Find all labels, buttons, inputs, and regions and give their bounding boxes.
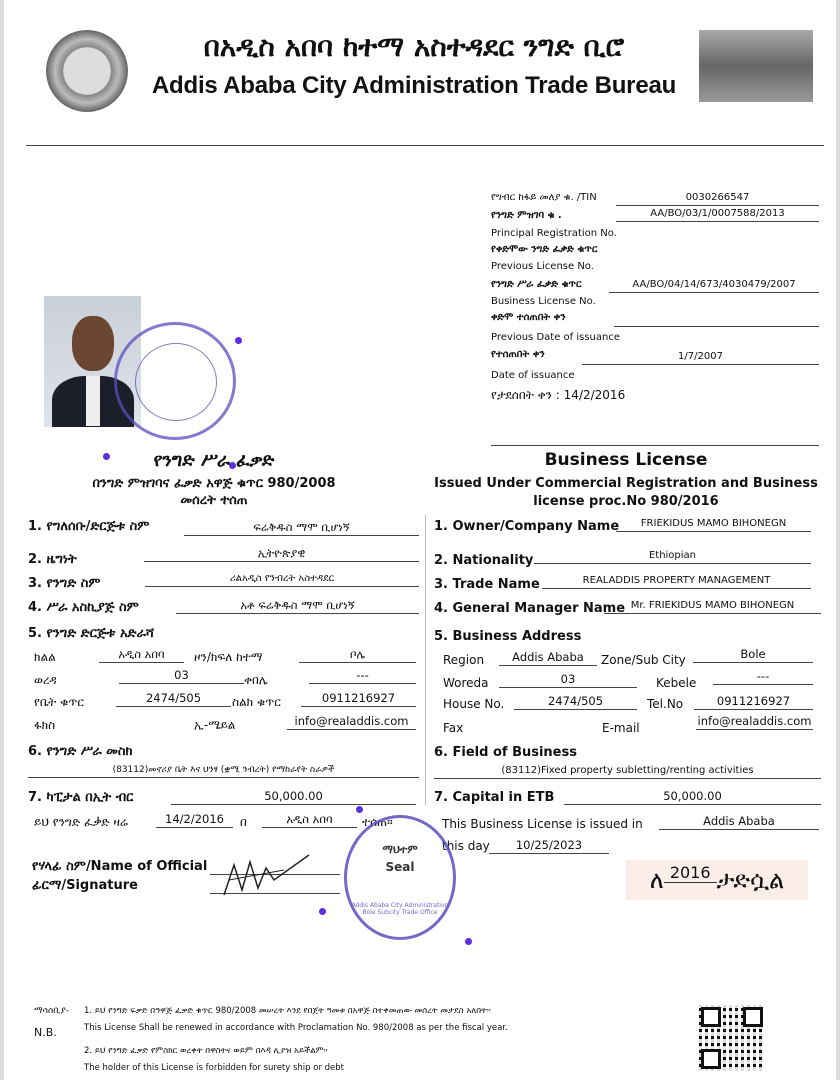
right-nationality-label: 2. Nationality	[434, 553, 534, 568]
right-kebele-label: Kebele	[656, 676, 697, 690]
prev-license-label-am: የቀድሞው ንግድ ፈቃድ ቁጥር	[491, 244, 598, 255]
right-capital-label: 7. Capital in ETB	[434, 790, 555, 805]
left-email-value: info@realaddis.com	[287, 714, 416, 730]
right-trade-name-value: REALADDIS PROPERTY MANAGEMENT	[542, 575, 811, 589]
left-kebele-value: ---	[309, 668, 416, 684]
renewal-prefix: ለ	[649, 866, 664, 894]
left-subtitle-1: በንግድ ምዝገባና ፈቃድ አዋጅ ቁጥር 980/2008	[92, 476, 336, 491]
issue-date-value: 1/7/2007	[582, 351, 819, 365]
right-zone-value: Bole	[693, 647, 813, 663]
note-1-amharic: 1. ይህ የንግድ ፍቃድ በዓዋጅ ፈቃድ ቁጥር 980/2008 መሠረት እንደ የበጀት ዓመቱ በአዋጅ በተቀመጠው መሰረት መታደስ አለበት።	[84, 1006, 491, 1016]
right-issued-day-label: this day	[442, 839, 490, 853]
notes-label-en: N.B.	[34, 1026, 57, 1039]
city-emblem-logo	[46, 30, 128, 112]
left-trade-name-value: ሪልአዲስ የንብረት አስተዳደር	[145, 573, 419, 587]
left-owner-value: ፍሬቅዱስ ማሞ ቢሆነኝ	[184, 520, 419, 536]
bureau-emblem-image	[699, 30, 813, 102]
right-region-value: Addis Ababa	[499, 650, 597, 666]
right-issued-place: Addis Ababa	[659, 814, 819, 830]
tin-label: የግብር ከፋይ መለያ ቁ. /TIN	[491, 192, 597, 203]
left-issued-suffix: ተሰጠ።	[362, 815, 393, 829]
left-owner-label: 1. የግለሰቡ/ድርጅቱ ስም	[28, 519, 150, 534]
right-trade-name-label: 3. Trade Name	[434, 577, 540, 592]
left-issued-date: 14/2/2016	[156, 812, 233, 828]
license-no-value: AA/BO/04/14/673/4030479/2007	[609, 279, 819, 293]
left-manager-label: 4. ሥራ አስኪያጅ ስም	[28, 600, 139, 615]
left-trade-name-label: 3. የንግድ ስም	[28, 576, 101, 591]
right-woreda-value: 03	[499, 672, 637, 688]
left-zone-value: ቦሌ	[299, 647, 416, 663]
official-stamp-top	[114, 322, 236, 440]
left-issued-in: በ	[240, 815, 247, 829]
left-field-value: (83112)መኖሪያ ቤት እና ህንፃ (ቋሚ ንብረት) የማከራየት ስራዎች	[28, 764, 419, 778]
left-woreda-value: 03	[119, 668, 244, 684]
right-tel-label: Tel.No	[647, 697, 684, 711]
renewal-stamp	[626, 860, 808, 900]
left-nationality-value: ኢትዮጵያዊ	[144, 546, 419, 562]
left-woreda-label: ወረዳ	[34, 673, 57, 687]
qr-code	[699, 1005, 765, 1071]
left-subtitle-2: መሰረት ተሰጠ	[180, 493, 248, 508]
left-title: የንግድ ሥራ ፈቃድ	[153, 450, 275, 471]
left-address-label: 5. የንግድ ድርጅቱ አድራሻ	[28, 626, 155, 641]
issue-date-label-en: Date of issuance	[491, 370, 575, 381]
left-zone-label: ዞን/ክፍለ ከተማ	[194, 650, 263, 664]
right-email-value: info@realaddis.com	[697, 714, 812, 728]
seal-label-am: ማህተም	[382, 843, 418, 856]
column-divider	[425, 515, 426, 805]
right-field-value: (83112)Fixed property subletting/renting activities	[434, 765, 821, 779]
right-email-label: E-mail	[602, 721, 640, 735]
right-house-value: 2474/505	[514, 694, 637, 710]
right-title: Business License	[544, 450, 708, 470]
reg-no-value: AA/BO/03/1/0007588/2013	[616, 208, 819, 222]
left-nationality-label: 2. ዜግነት	[28, 552, 77, 567]
note-1-english: This License Shall be renewed in accordance with Proclamation No. 980/2008 as per the fiscal year.	[84, 1023, 508, 1033]
right-nationality-value: Ethiopian	[534, 550, 811, 564]
right-field-label: 6. Field of Business	[434, 745, 577, 760]
renewal-date-label: የታደሰበት ቀን :	[491, 388, 560, 402]
left-email-label: ኢ-ሜይል	[194, 718, 236, 732]
left-kebele-label: ቀበሌ	[244, 673, 268, 687]
official-signature	[214, 850, 314, 900]
prev-date-label-am: ቀድሞ ተሰጠበት ቀን	[491, 312, 566, 323]
right-manager-value: Mr. FRIEKIDUS MAMO BIHONEGN	[604, 600, 821, 614]
prev-date-label-en: Previous Date of issuance	[491, 332, 620, 343]
issue-date-label-am: የተሰጠበት ቀን	[491, 349, 545, 360]
renewal-suffix: ታድሷል	[716, 866, 785, 894]
prev-date-line	[614, 326, 819, 327]
renewal-year: 2016	[664, 863, 717, 883]
official-seal-stamp	[344, 815, 456, 940]
renewal-date	[491, 388, 625, 403]
left-issued-place: አዲስ አበባ	[262, 812, 357, 828]
stamp-dot	[356, 806, 363, 813]
seal-ring-text: Addis Ababa City Administration Bole Subcity Trade Office	[351, 902, 449, 916]
right-region-label: Region	[443, 653, 485, 667]
right-woreda-label: Woreda	[443, 676, 489, 690]
seal-label-en: Seal	[385, 860, 415, 874]
left-fax-label: ፋክስ	[34, 718, 56, 732]
right-fax-label: Fax	[443, 721, 464, 735]
right-tel-value: 0911216927	[694, 694, 813, 710]
renewal-date-value: 14/2/2016	[563, 388, 626, 402]
right-subtitle-2: license proc.No 980/2016	[533, 494, 719, 509]
signature-label: ፊርማ/Signature	[32, 878, 138, 893]
right-house-label: House No.	[443, 697, 505, 711]
left-region-value: አዲስ አበባ	[99, 647, 184, 663]
left-region-label: ክልል	[34, 650, 56, 664]
official-name-label: የሃላፊ ስም/Name of Official	[32, 859, 208, 874]
stamp-dot	[235, 337, 242, 344]
tin-value: 0030266547	[616, 192, 819, 206]
right-owner-label: 1. Owner/Company Name	[434, 519, 620, 534]
right-issued-day-value: 10/25/2023	[489, 838, 609, 854]
right-manager-label: 4. General Manager Name	[434, 601, 626, 616]
license-no-label-am: የንግድ ሥራ ፈቃድ ቁጥር	[491, 279, 582, 290]
left-issued-text: ይህ የንግድ ፈቃድ ዛሬ	[34, 815, 128, 829]
right-address-label: 5. Business Address	[434, 629, 582, 644]
right-kebele-value: ---	[713, 669, 813, 685]
license-no-label-en: Business License No.	[491, 296, 596, 307]
registry-divider	[491, 445, 819, 446]
left-capital-label: 7. ካፒታል በኢት ብር	[28, 790, 134, 805]
note-2-amharic: 2. ይህ የንግድ ፈቃድ የምስክር ወረቀት በዋስትና ወይም በእዳ ሊያዝ አይችልም።	[84, 1046, 328, 1056]
right-subtitle-1: Issued Under Commercial Registration and Business	[434, 476, 818, 491]
right-owner-value: FRIEKIDUS MAMO BIHONEGN	[616, 518, 811, 532]
left-house-label: የቤት ቁጥር	[34, 695, 84, 709]
reg-label-am: የንግድ ምዝገባ ቁ .	[491, 210, 562, 221]
left-field-label: 6. የንግድ ሥራ መስክ	[28, 744, 133, 759]
left-manager-value: አቶ ፍሬቅዱስ ማሞ ቢሆነኝ	[176, 598, 419, 614]
left-tel-value: 0911216927	[301, 691, 416, 707]
left-capital-value: 50,000.00	[171, 789, 416, 805]
notes-label-am: ማሳሰቢያ-	[34, 1006, 69, 1016]
header-title-english: Addis Ababa City Administration Trade Bureau	[151, 72, 677, 99]
left-house-value: 2474/505	[116, 691, 231, 707]
header-title-amharic: በአዲስ አበባ ከተማ አስተዳደር ንግድ ቢሮ	[203, 30, 625, 63]
note-2-english: The holder of this License is forbidden for surety ship or debt	[84, 1063, 345, 1073]
stamp-dot	[319, 908, 326, 915]
reg-label-en: Principal Registration No.	[491, 228, 617, 239]
header-divider	[26, 145, 824, 146]
right-issued-text: This Business License is issued in	[442, 817, 643, 831]
stamp-dot	[465, 938, 472, 945]
left-tel-label: ስልክ ቁጥር	[232, 695, 281, 709]
prev-license-label-en: Previous License No.	[491, 261, 594, 272]
right-zone-label: Zone/Sub City	[601, 653, 686, 667]
right-capital-value: 50,000.00	[564, 789, 821, 805]
